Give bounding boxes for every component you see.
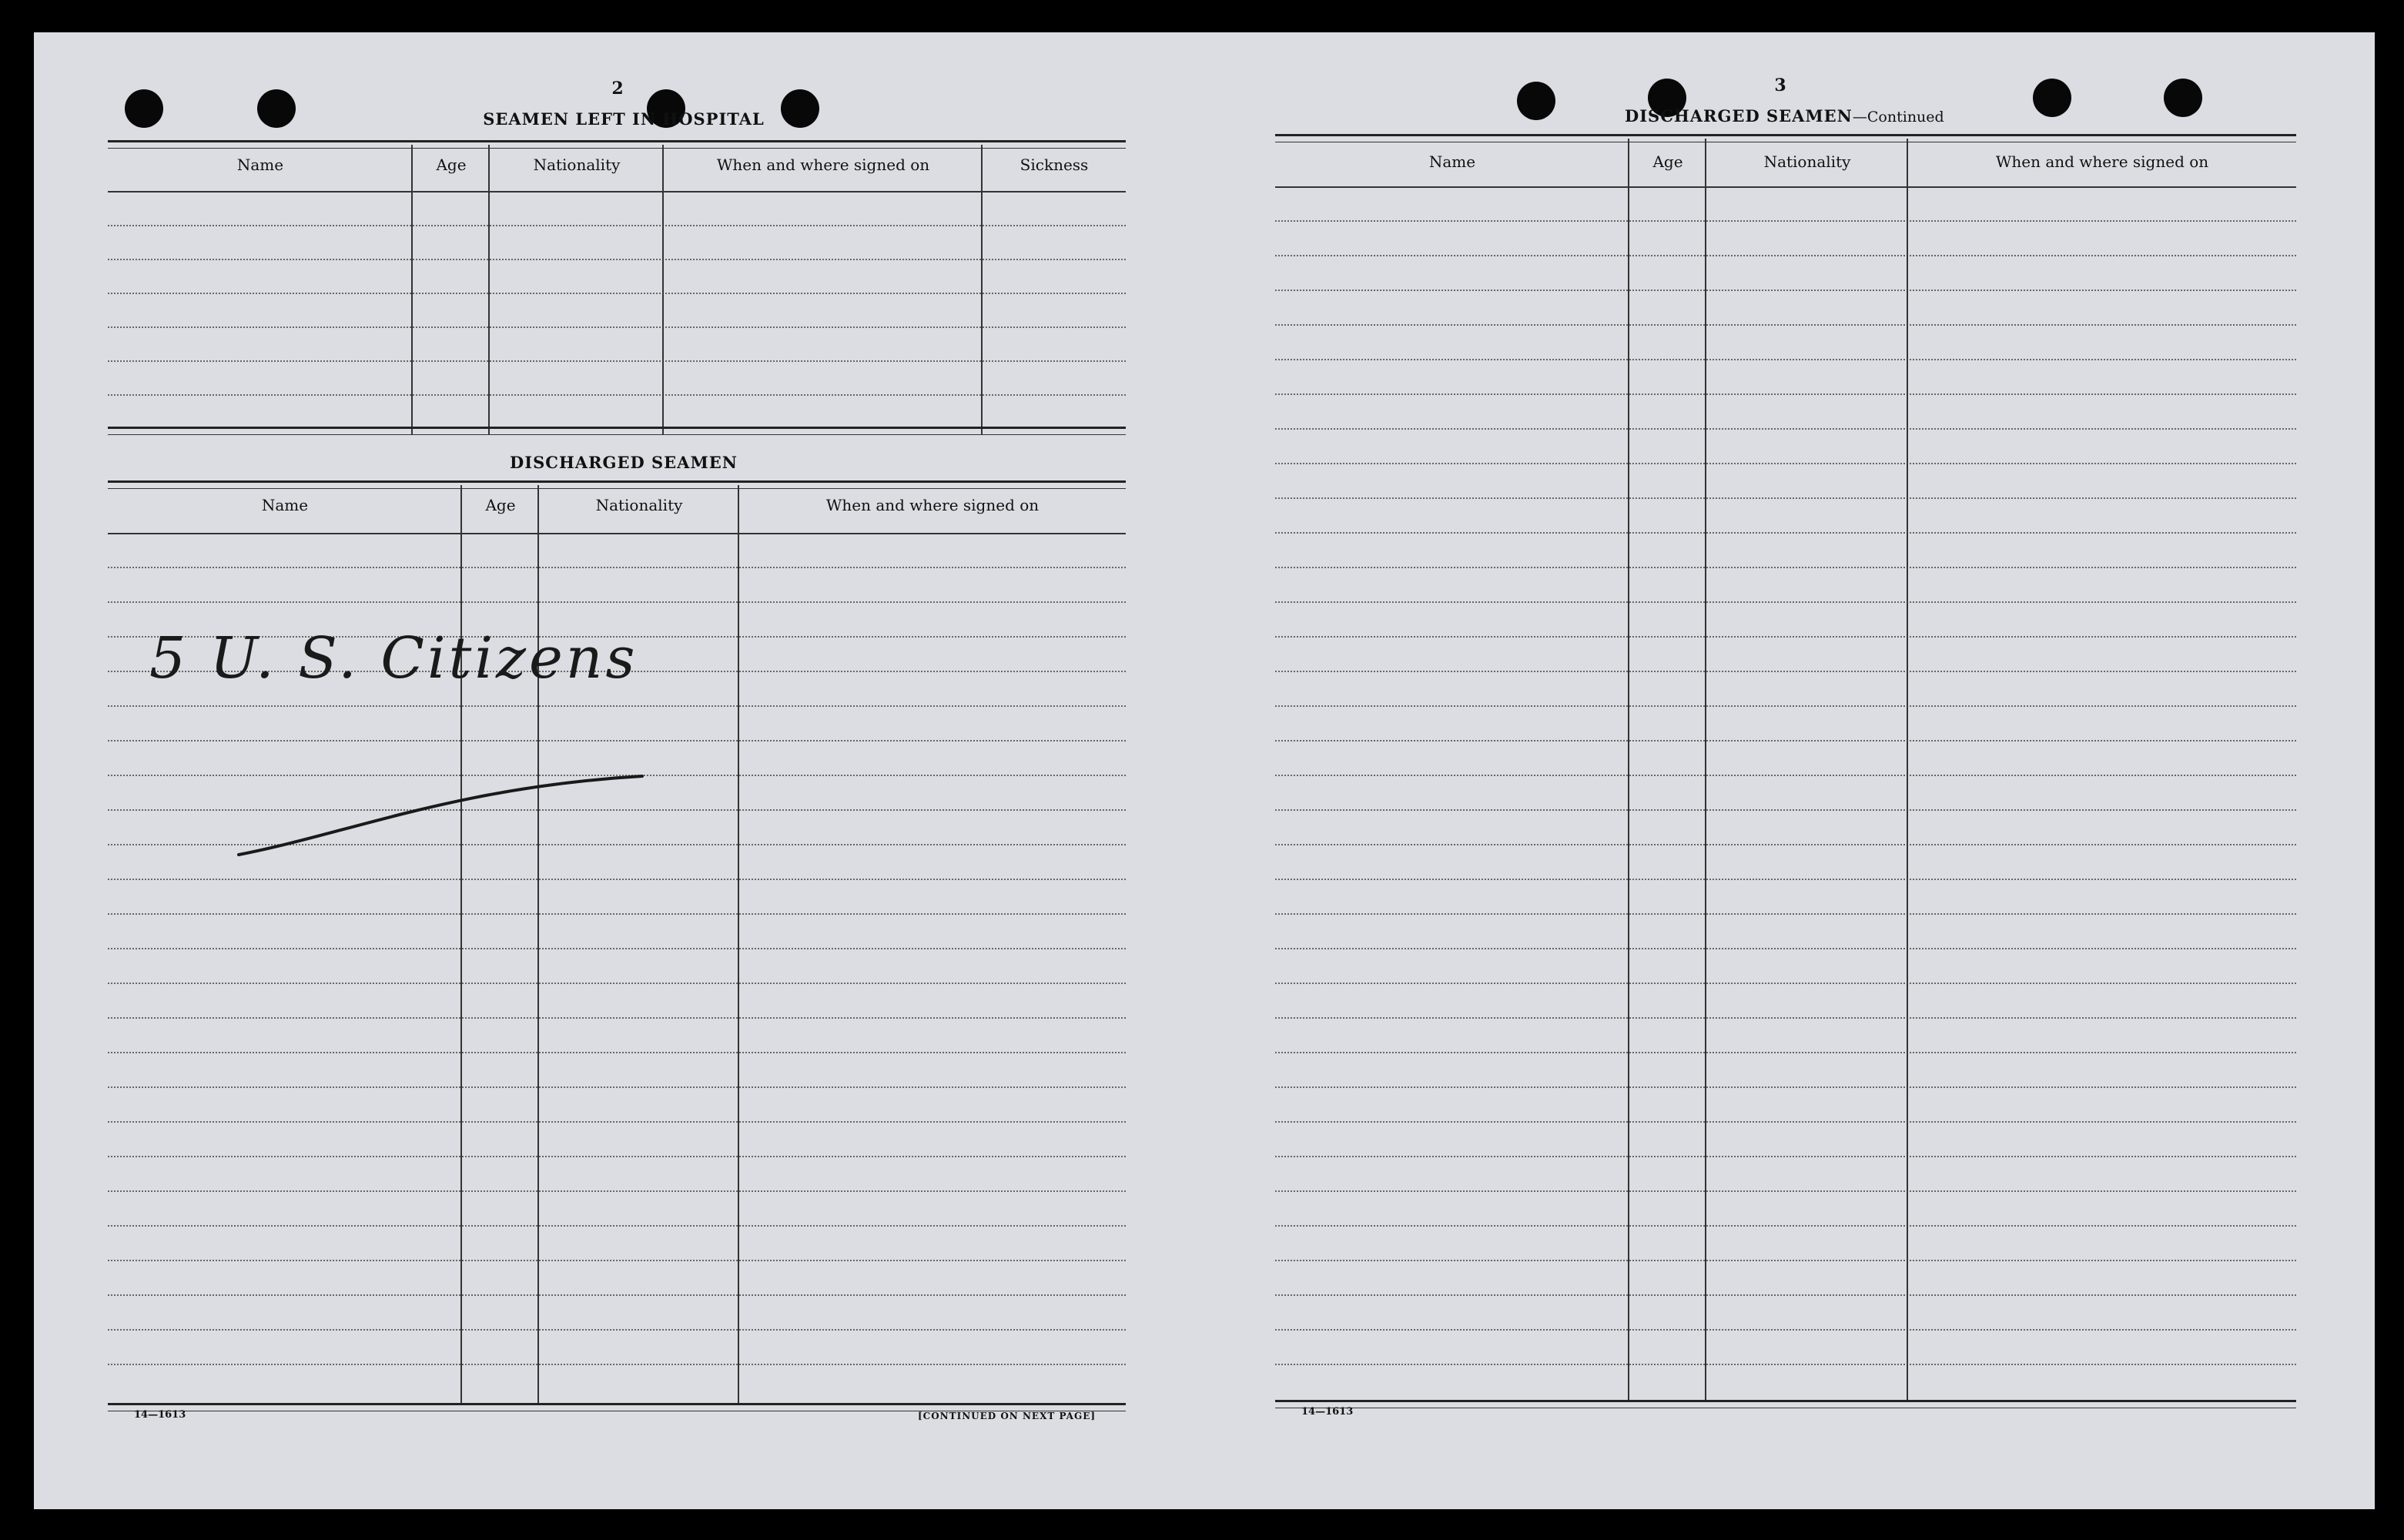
- ruled-line: [1275, 359, 2296, 360]
- header-rule: [108, 533, 1126, 534]
- column-divider: [662, 145, 664, 434]
- ruled-line: [108, 293, 1126, 294]
- ruled-line: [108, 567, 1126, 568]
- ruled-line: [108, 705, 1126, 707]
- ruled-line: [1275, 428, 2296, 430]
- title-suffix: —Continued: [1852, 109, 1944, 126]
- ruled-line: [1275, 393, 2296, 395]
- ruled-line: [1275, 601, 2296, 603]
- ruled-line: [108, 259, 1126, 260]
- ruled-line: [1275, 1017, 2296, 1019]
- discharged-section-title: DISCHARGED SEAMEN: [510, 453, 738, 472]
- column-header: Name: [261, 496, 309, 514]
- form-number: 14—1613: [134, 1409, 186, 1421]
- punch-hole: [1517, 82, 1555, 120]
- ruled-line: [1275, 983, 2296, 984]
- column-header: Name: [236, 156, 284, 174]
- ruled-line: [108, 1017, 1126, 1019]
- ruled-line: [1275, 1052, 2296, 1053]
- ruled-line: [1275, 636, 2296, 638]
- continued-note: [CONTINUED ON NEXT PAGE]: [918, 1411, 1097, 1421]
- ruled-line: [1275, 497, 2296, 499]
- ruled-line: [1275, 463, 2296, 464]
- table-top-rule: [108, 480, 1126, 489]
- column-divider: [537, 485, 539, 1403]
- ruled-line: [1275, 671, 2296, 672]
- ruled-line: [1275, 844, 2296, 845]
- page-number: 2: [611, 79, 624, 99]
- column-header: Nationality: [533, 156, 621, 174]
- ruled-line: [1275, 1329, 2296, 1331]
- column-divider: [1705, 139, 1706, 1401]
- ruled-line: [1275, 1364, 2296, 1365]
- column-header: When and where signed on: [825, 496, 1040, 514]
- right-page-title: [1625, 106, 1944, 126]
- ruled-line: [108, 983, 1126, 984]
- column-header: Age: [485, 496, 516, 514]
- column-divider: [460, 485, 462, 1403]
- ruled-line: [108, 360, 1126, 362]
- column-divider: [1628, 139, 1629, 1401]
- ruled-line: [1275, 1086, 2296, 1088]
- table-bottom-rule: [108, 427, 1126, 435]
- ruled-line: [108, 225, 1126, 226]
- form-number: 14—1613: [1301, 1406, 1354, 1418]
- ruled-line: [1275, 1225, 2296, 1227]
- header-rule: [108, 191, 1126, 192]
- ruled-line: [1275, 1294, 2296, 1296]
- column-header: Sickness: [1020, 156, 1089, 174]
- ruled-line: [108, 1052, 1126, 1053]
- column-header: Name: [1428, 152, 1476, 171]
- ruled-line: [1275, 879, 2296, 880]
- ruled-line: [1275, 740, 2296, 742]
- ruled-line: [1275, 1190, 2296, 1192]
- column-divider: [488, 145, 490, 434]
- ruled-line: [1275, 948, 2296, 949]
- column-header: When and where signed on: [1995, 152, 2209, 171]
- column-divider: [981, 145, 983, 434]
- ruled-line: [1275, 809, 2296, 811]
- handwritten-entry: 5 U. S. Citizens: [149, 625, 638, 691]
- ruled-line: [108, 1329, 1126, 1331]
- ruled-line: [1275, 775, 2296, 776]
- ruled-line: [1275, 1260, 2296, 1261]
- ruled-line: [108, 1260, 1126, 1261]
- ruled-line: [1275, 913, 2296, 915]
- ruled-line: [1275, 1156, 2296, 1157]
- table-top-rule: [108, 140, 1126, 149]
- ruled-line: [1275, 220, 2296, 222]
- column-divider: [411, 145, 413, 434]
- punch-hole: [125, 89, 163, 128]
- column-header: Age: [1652, 152, 1683, 171]
- ruled-line: [108, 1156, 1126, 1157]
- ruled-line: [108, 1190, 1126, 1192]
- table-top-rule: [1275, 134, 2296, 142]
- table-bottom-rule: [1275, 1400, 2296, 1408]
- ruled-line: [1275, 567, 2296, 568]
- column-divider: [1907, 139, 1908, 1401]
- ruled-line: [1275, 532, 2296, 534]
- column-divider: [738, 485, 739, 1403]
- title-main: DISCHARGED SEAMEN: [1625, 106, 1853, 126]
- ruled-line: [1275, 324, 2296, 326]
- ruled-line: [108, 1121, 1126, 1123]
- ruled-line: [1275, 290, 2296, 291]
- ruled-line: [108, 948, 1126, 949]
- punch-hole: [257, 89, 296, 128]
- ruled-line: [108, 1364, 1126, 1365]
- ruled-line: [108, 1294, 1126, 1296]
- column-header: Nationality: [595, 496, 683, 514]
- column-header: Nationality: [1763, 152, 1851, 171]
- ruled-line: [1275, 1121, 2296, 1123]
- ruled-line: [1275, 255, 2296, 256]
- ruled-line: [108, 913, 1126, 915]
- ruled-line: [108, 326, 1126, 328]
- column-header: When and where signed on: [716, 156, 930, 174]
- punch-hole: [2033, 79, 2071, 117]
- handwritten-underline: [226, 725, 658, 879]
- hospital-section-title: SEAMEN LEFT IN HOSPITAL: [483, 109, 765, 129]
- ruled-line: [108, 394, 1126, 396]
- document-sheet: [34, 32, 2375, 1509]
- header-rule: [1275, 186, 2296, 188]
- column-header: Age: [436, 156, 467, 174]
- ruled-line: [108, 1086, 1126, 1088]
- ruled-line: [108, 601, 1126, 603]
- punch-hole: [2164, 79, 2202, 117]
- ruled-line: [1275, 705, 2296, 707]
- page-number: 3: [1774, 75, 1786, 95]
- ruled-line: [108, 1225, 1126, 1227]
